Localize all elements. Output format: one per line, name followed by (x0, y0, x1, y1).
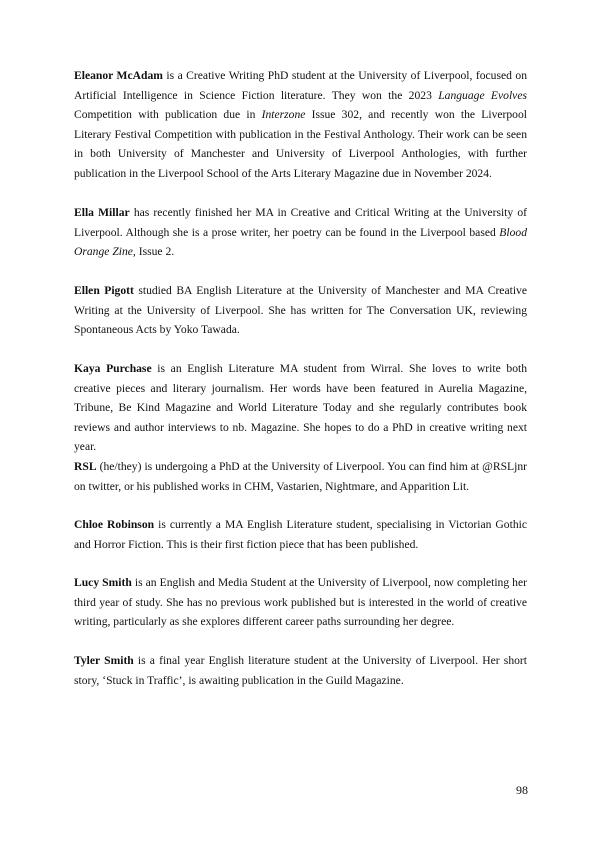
contributor-name: Eleanor McAdam (74, 69, 163, 82)
bio-text: Issue 2. (135, 245, 175, 259)
contributor-name: Chloe Robinson (74, 518, 155, 531)
bio-eleanor-mcadam (74, 66, 527, 184)
page-number: 98 (516, 783, 528, 797)
contributor-name: RSL (74, 460, 97, 473)
contributor-name: Ellen Pigott (74, 284, 134, 297)
contributor-name: Kaya Purchase (74, 362, 152, 375)
bio-text: is an English and Media Student at the University of Liverpool, now completing her third year of study. She has no previous work published but is interested in the world of creative writing, particularly as she explores different career paths surrounding her degree. (74, 576, 527, 629)
bio-rsl (74, 457, 527, 496)
bio-text: Issue 302, and recently won the Liverpool Literary Festival Competition with publication in the Festival Anthology. Their work can be seen in both University of Manchester and University of Liverpool Anthologies, with further publication in the Liverpool School of the Arts Literary Magazine due in November 2024. (74, 108, 527, 180)
contributor-name: Tyler Smith (74, 654, 134, 667)
bio-kaya-purchase (74, 359, 527, 457)
contributor-name: Ella Millar (74, 206, 130, 219)
bio-italic-title: Language Evolves (438, 88, 527, 102)
bio-text: (he/they) is undergoing a PhD at the University of Liverpool. You can find him at @RSLjnr on twitter, or his published works in CHM, Vastarien, Nightmare, and Apparition Lit. (74, 460, 527, 493)
bio-ella-millar (74, 203, 527, 262)
bio-text: is currently a MA English Literature student, specialising in Victorian Gothic and Horror Fiction. This is their first fiction piece that has been published. (74, 518, 527, 551)
bio-chloe-robinson (74, 515, 527, 554)
contributor-name: Lucy Smith (74, 576, 132, 589)
bio-text: is a Creative Writing PhD student at the University of Liverpool, focused on Artificial Intelligence in Science Fiction literature. They won the 2023 (74, 69, 527, 102)
bio-italic-title: Blood Orange Zine, (74, 225, 527, 259)
bio-text: has recently finished her MA in Creative and Critical Writing at the University of Liverpool. Although she is a prose writer, her poetry can be found in the Liverpool based (74, 206, 527, 239)
bio-italic-title: Interzone (261, 108, 306, 122)
bio-tyler-smith (74, 651, 527, 690)
bio-lucy-smith (74, 573, 527, 632)
bio-text: studied BA English Literature at the University of Manchester and MA Creative Writing at the University of Liverpool. She has written for The Conversation UK, reviewing Spontaneous Acts by Yoko Tawada. (74, 284, 527, 337)
bio-text: Competition with publication due in (74, 108, 262, 122)
bio-ellen-pigott (74, 281, 527, 340)
bio-text: is a final year English literature student at the University of Liverpool. Her short story, ‘Stuck in Traffic’, is awaiting publication in the Guild Magazine. (74, 654, 527, 687)
bio-text: is an English Literature MA student from Wirral. She loves to write both creative pieces and literary journalism. Her words have been featured in Aurelia Magazine, Tribune, Be Kind Magazine and World Literature Today and she regularly contributes book reviews and author interviews to nb. Magazine. She hopes to do a PhD in creative writing next year. (74, 362, 528, 454)
